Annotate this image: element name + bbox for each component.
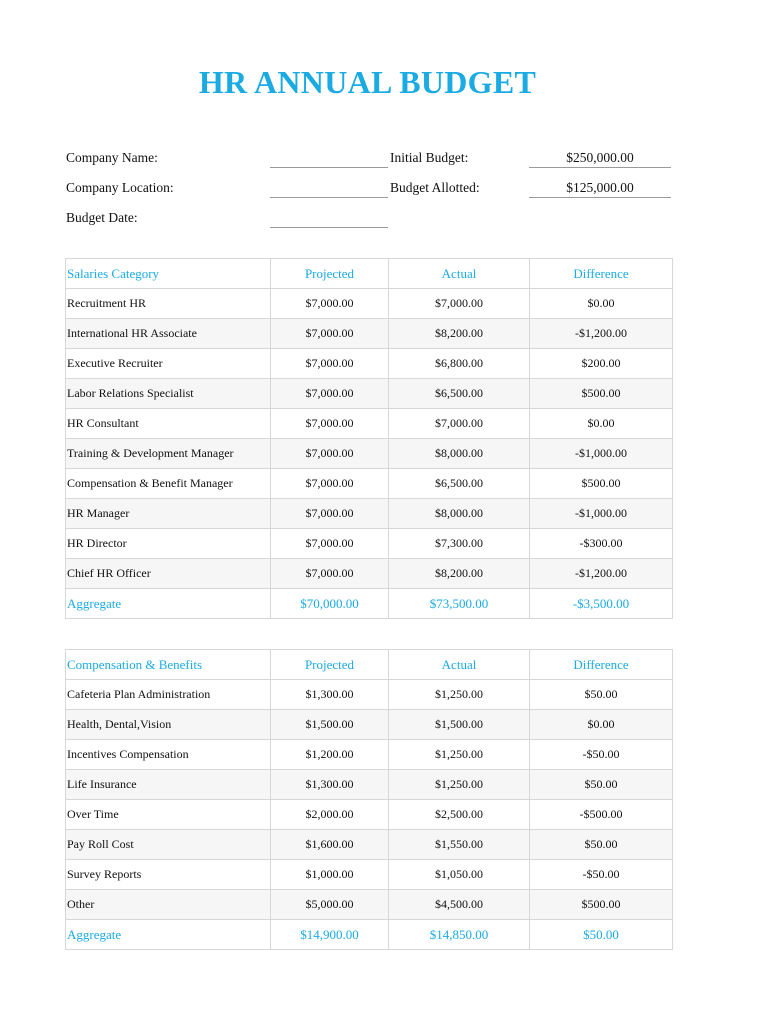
cell-category: Recruitment HR <box>66 289 271 319</box>
header-actual: Actual <box>389 259 530 289</box>
cell-difference: $500.00 <box>530 379 673 409</box>
cell-actual: $7,000.00 <box>389 409 530 439</box>
header-actual: Actual <box>389 650 530 680</box>
cell-category: HR Director <box>66 529 271 559</box>
cell-difference: $50.00 <box>530 770 673 800</box>
budget-date-label: Budget Date: <box>66 210 138 225</box>
cell-difference: $0.00 <box>530 289 673 319</box>
table-row <box>66 710 673 740</box>
cell-projected: $7,000.00 <box>271 349 389 379</box>
cell-actual: $8,000.00 <box>389 439 530 469</box>
initial-budget-value[interactable]: $250,000.00 <box>529 150 671 168</box>
cell-category: International HR Associate <box>66 319 271 349</box>
info-row-budget-date <box>66 206 672 236</box>
cell-difference: $50.00 <box>530 680 673 710</box>
cell-difference: -$1,000.00 <box>530 499 673 529</box>
budget-allotted-label: Budget Allotted: <box>390 180 480 195</box>
table-row <box>66 860 673 890</box>
cell-actual: $6,500.00 <box>389 379 530 409</box>
cell-category: Survey Reports <box>66 860 271 890</box>
header-projected: Projected <box>271 650 389 680</box>
cell-actual: $1,050.00 <box>389 860 530 890</box>
header-category: Compensation & Benefits <box>66 650 271 680</box>
aggregate-row <box>66 589 673 619</box>
table-row <box>66 289 673 319</box>
cell-projected: $7,000.00 <box>271 289 389 319</box>
cell-difference: -$500.00 <box>530 800 673 830</box>
benefits-table <box>65 649 673 950</box>
table-row <box>66 319 673 349</box>
company-name-label: Company Name: <box>66 150 158 165</box>
table-row <box>66 800 673 830</box>
table-row <box>66 499 673 529</box>
header-category: Salaries Category <box>66 259 271 289</box>
cell-projected: $1,500.00 <box>271 710 389 740</box>
cell-category: Executive Recruiter <box>66 349 271 379</box>
cell-category: Life Insurance <box>66 770 271 800</box>
table-row <box>66 740 673 770</box>
info-row-company-location <box>66 176 672 206</box>
cell-difference: $200.00 <box>530 349 673 379</box>
cell-actual: $4,500.00 <box>389 890 530 920</box>
cell-projected: $7,000.00 <box>271 319 389 349</box>
cell-actual: $7,300.00 <box>389 529 530 559</box>
cell-actual: $6,500.00 <box>389 469 530 499</box>
table-row <box>66 439 673 469</box>
cell-category: HR Manager <box>66 499 271 529</box>
aggregate-actual: $73,500.00 <box>389 589 530 619</box>
table-row <box>66 379 673 409</box>
table-row <box>66 409 673 439</box>
cell-category: Over Time <box>66 800 271 830</box>
table-header-row <box>66 259 673 289</box>
cell-actual: $8,200.00 <box>389 559 530 589</box>
table-row <box>66 469 673 499</box>
aggregate-difference: -$3,500.00 <box>530 589 673 619</box>
initial-budget-label: Initial Budget: <box>390 150 469 165</box>
salaries-table <box>65 258 673 619</box>
cell-difference: -$50.00 <box>530 860 673 890</box>
aggregate-projected: $70,000.00 <box>271 589 389 619</box>
table-row <box>66 890 673 920</box>
cell-projected: $1,300.00 <box>271 770 389 800</box>
budget-allotted-value[interactable]: $125,000.00 <box>529 180 671 198</box>
cell-projected: $1,200.00 <box>271 740 389 770</box>
aggregate-difference: $50.00 <box>530 920 673 950</box>
company-info <box>66 146 672 236</box>
cell-actual: $1,250.00 <box>389 740 530 770</box>
cell-category: Chief HR Officer <box>66 559 271 589</box>
cell-projected: $7,000.00 <box>271 439 389 469</box>
page-title: HR ANNUAL BUDGET <box>198 64 537 100</box>
cell-difference: -$50.00 <box>530 740 673 770</box>
cell-difference: -$1,000.00 <box>530 439 673 469</box>
header-difference: Difference <box>530 259 673 289</box>
cell-projected: $7,000.00 <box>271 469 389 499</box>
company-name-field[interactable] <box>270 167 388 168</box>
cell-projected: $7,000.00 <box>271 529 389 559</box>
table-row <box>66 349 673 379</box>
cell-projected: $7,000.00 <box>271 559 389 589</box>
salaries-body <box>66 289 673 619</box>
budget-date-field[interactable] <box>270 227 388 228</box>
cell-actual: $1,250.00 <box>389 680 530 710</box>
cell-difference: $50.00 <box>530 830 673 860</box>
aggregate-row <box>66 920 673 950</box>
cell-category: Labor Relations Specialist <box>66 379 271 409</box>
benefits-body <box>66 680 673 950</box>
cell-difference: $500.00 <box>530 890 673 920</box>
cell-actual: $2,500.00 <box>389 800 530 830</box>
cell-difference: -$1,200.00 <box>530 559 673 589</box>
table-row <box>66 559 673 589</box>
cell-category: Cafeteria Plan Administration <box>66 680 271 710</box>
cell-difference: -$300.00 <box>530 529 673 559</box>
aggregate-projected: $14,900.00 <box>271 920 389 950</box>
company-location-label: Company Location: <box>66 180 174 195</box>
cell-projected: $2,000.00 <box>271 800 389 830</box>
cell-projected: $7,000.00 <box>271 409 389 439</box>
cell-actual: $1,250.00 <box>389 770 530 800</box>
cell-projected: $7,000.00 <box>271 379 389 409</box>
cell-category: HR Consultant <box>66 409 271 439</box>
aggregate-category: Aggregate <box>66 589 271 619</box>
cell-projected: $1,600.00 <box>271 830 389 860</box>
cell-category: Training & Development Manager <box>66 439 271 469</box>
table-row <box>66 529 673 559</box>
table-row <box>66 770 673 800</box>
table-header-row <box>66 650 673 680</box>
aggregate-actual: $14,850.00 <box>389 920 530 950</box>
cell-category: Compensation & Benefit Manager <box>66 469 271 499</box>
company-location-field[interactable] <box>270 197 388 198</box>
table-row <box>66 830 673 860</box>
header-difference: Difference <box>530 650 673 680</box>
cell-actual: $7,000.00 <box>389 289 530 319</box>
cell-projected: $5,000.00 <box>271 890 389 920</box>
cell-category: Pay Roll Cost <box>66 830 271 860</box>
cell-projected: $7,000.00 <box>271 499 389 529</box>
cell-actual: $1,550.00 <box>389 830 530 860</box>
cell-difference: $0.00 <box>530 710 673 740</box>
cell-projected: $1,300.00 <box>271 680 389 710</box>
cell-difference: -$1,200.00 <box>530 319 673 349</box>
cell-category: Other <box>66 890 271 920</box>
cell-actual: $6,800.00 <box>389 349 530 379</box>
cell-difference: $500.00 <box>530 469 673 499</box>
table-row <box>66 680 673 710</box>
header-projected: Projected <box>271 259 389 289</box>
cell-category: Incentives Compensation <box>66 740 271 770</box>
cell-projected: $1,000.00 <box>271 860 389 890</box>
cell-category: Health, Dental,Vision <box>66 710 271 740</box>
cell-actual: $8,000.00 <box>389 499 530 529</box>
cell-actual: $8,200.00 <box>389 319 530 349</box>
aggregate-category: Aggregate <box>66 920 271 950</box>
cell-difference: $0.00 <box>530 409 673 439</box>
info-row-company-name <box>66 146 672 176</box>
cell-actual: $1,500.00 <box>389 710 530 740</box>
